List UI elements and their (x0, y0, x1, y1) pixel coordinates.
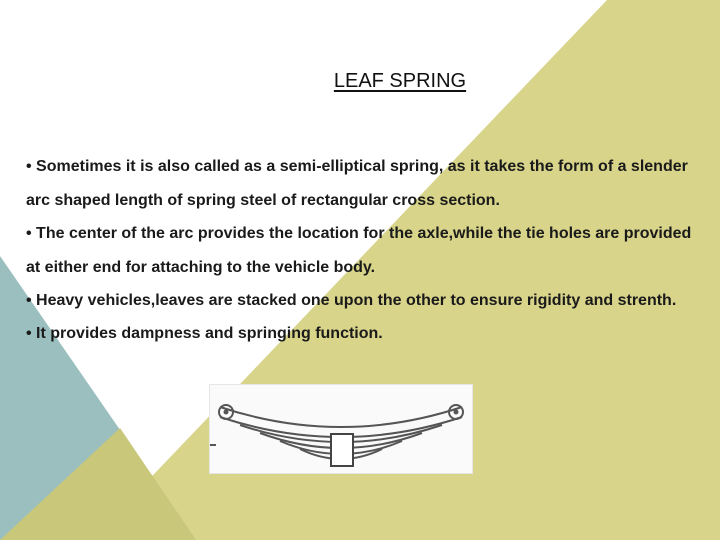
bullet-item: • It provides dampness and springing function. (26, 325, 383, 342)
leaf-spring-icon (210, 385, 472, 473)
leaf-spring-figure (209, 384, 473, 474)
slide-title (0, 58, 720, 95)
bullet-item: • Sometimes it is also called as a semi-elliptical spring, as it takes the form of a slender arc shaped length of spring steel of rectangular cross section. (26, 158, 688, 209)
slide-title-text: LEAF SPRING (333, 70, 467, 92)
bullet-item: • Heavy vehicles,leaves are stacked one upon the other to ensure rigidity and strenth. (26, 292, 677, 309)
bullet-list (26, 150, 706, 350)
bullet-item: • The center of the arc provides the location for the axle,while the tie holes are provided at either end for attaching to the vehicle body. (26, 225, 692, 276)
